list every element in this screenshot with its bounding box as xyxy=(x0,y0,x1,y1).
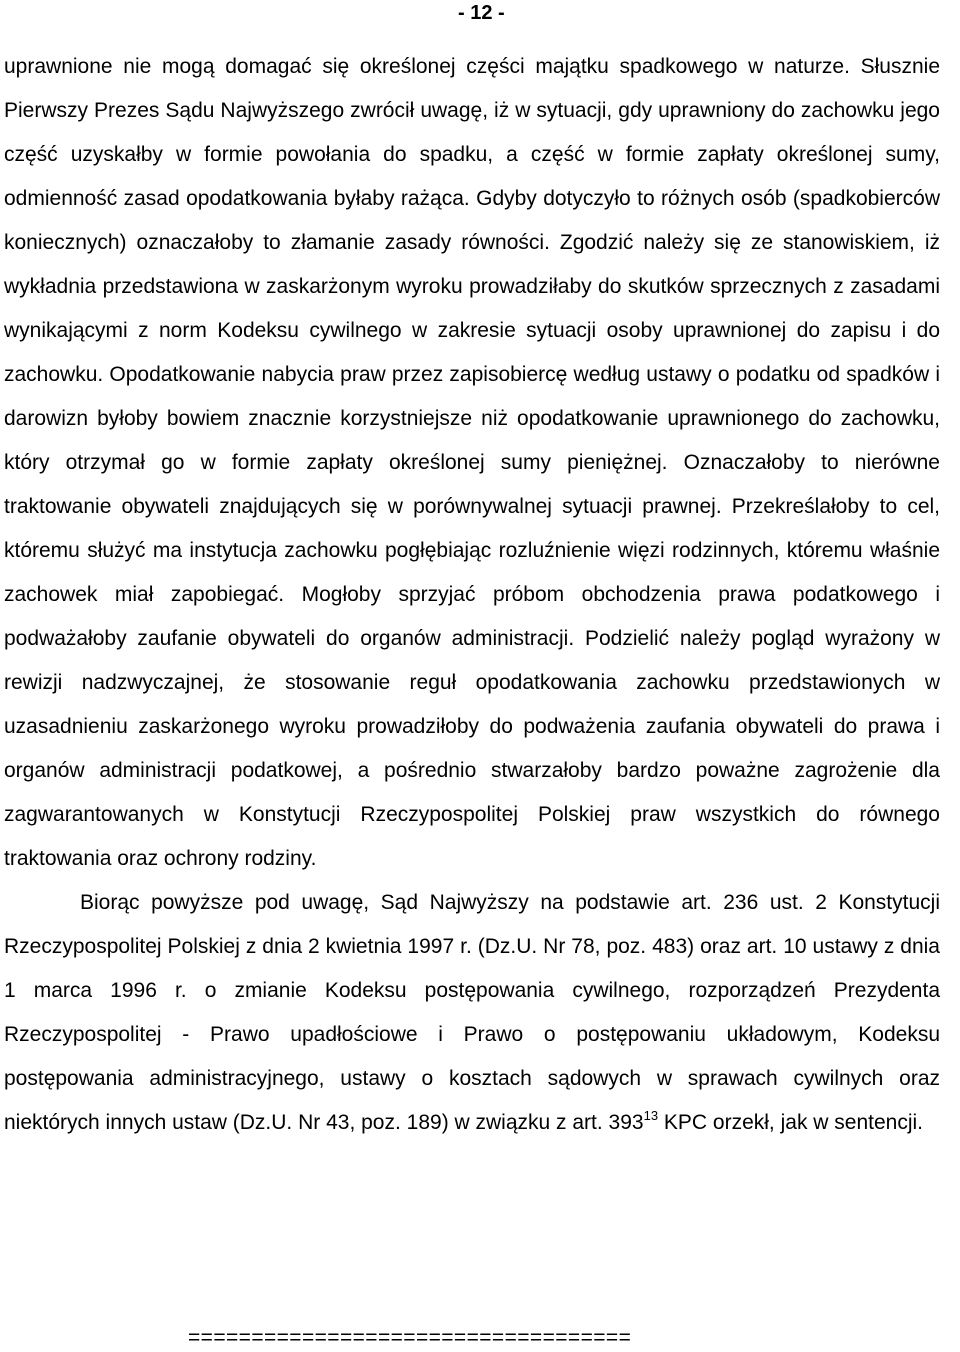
ruling-text: Biorąc powyższe pod uwagę, Sąd Najwyższy na podstawie art. 236 ust. 2 Konstytucji Rzeczypospolitej Polskiej z dnia 2 kwietnia 1997 r. (Dz.U. Nr 78, poz. 483) oraz art. 10 ustawy z dnia 1 marca 1996 r. o zmianie Kodeksu postępowania cywilnego, rozporządzeń Prezydenta Rzeczypospolitej - Prawo upadłościowe i Prawo o postępowaniu układowym, Kodeksu postępowania administracyjnego, ustawy o kosztach sądowych w sprawach cywilnych oraz niektórych innych ustaw (Dz.U. Nr 43, poz. 189) w związku z art. 393 xyxy=(4,891,940,1134)
article-superscript: 13 xyxy=(643,1108,659,1123)
paragraph-ruling xyxy=(4,881,940,1145)
document-body xyxy=(4,45,940,1145)
ruling-ending: KPC orzekł, jak w sentencji. xyxy=(658,1111,923,1134)
end-separator: =================================== xyxy=(188,1326,632,1349)
paragraph-reasoning: uprawnione nie mogą domagać się określonej części majątku spadkowego w naturze. Słusznie Pierwszy Prezes Sądu Najwyższego zwrócił uwagę, iż w sytuacji, gdy uprawniony do zachowku jego część uzyskałby w formie powołania do spadku, a część w formie zapłaty określonej sumy, odmienność zasad opodatkowania byłaby rażąca. Gdyby dotyczyło to różnych osób (spadkobierców koniecznych) oznaczałoby to złamanie zasady równości. Zgodzić należy się ze stanowiskiem, iż wykładnia przedstawiona w zaskarżonym wyroku prowadziłaby do skutków sprzecznych z zasadami wynikającymi z norm Kodeksu cywilnego w zakresie sytuacji osoby uprawnionej do zapisu i do zachowku. Opodatkowanie nabycia praw przez zapisobiercę według ustawy o podatku od spadków i darowizn byłoby bowiem znacznie korzystniejsze niż opodatkowanie uprawnionego do zachowku, który otrzymał go w formie zapłaty określonej sumy pieniężnej. Oznaczałoby to nierówne traktowanie obywateli znajdujących się w porównywalnej sytuacji prawnej. Przekreślałoby to cel, któremu służyć ma instytucja zachowku pogłębiając rozluźnienie więzi rodzinnych, któremu właśnie zachowek miał zapobiegać. Mogłoby sprzyjać próbom obchodzenia prawa podatkowego i podważałoby zaufanie obywateli do organów administracji. Podzielić należy pogląd wyrażony w rewizji nadzwyczajnej, że stosowanie reguł opodatkowania zachowku przedstawionych w uzasadnieniu zaskarżonego wyroku prowadziłoby do podważenia zaufania obywateli do prawa i organów administracji podatkowej, a pośrednio stwarzałoby bardzo poważne zagrożenie dla zagwarantowanych w Konstytucji Rzeczypospolitej Polskiej praw wszystkich do równego traktowania oraz ochrony rodziny. xyxy=(4,55,940,870)
page-number: - 12 - xyxy=(458,2,505,24)
